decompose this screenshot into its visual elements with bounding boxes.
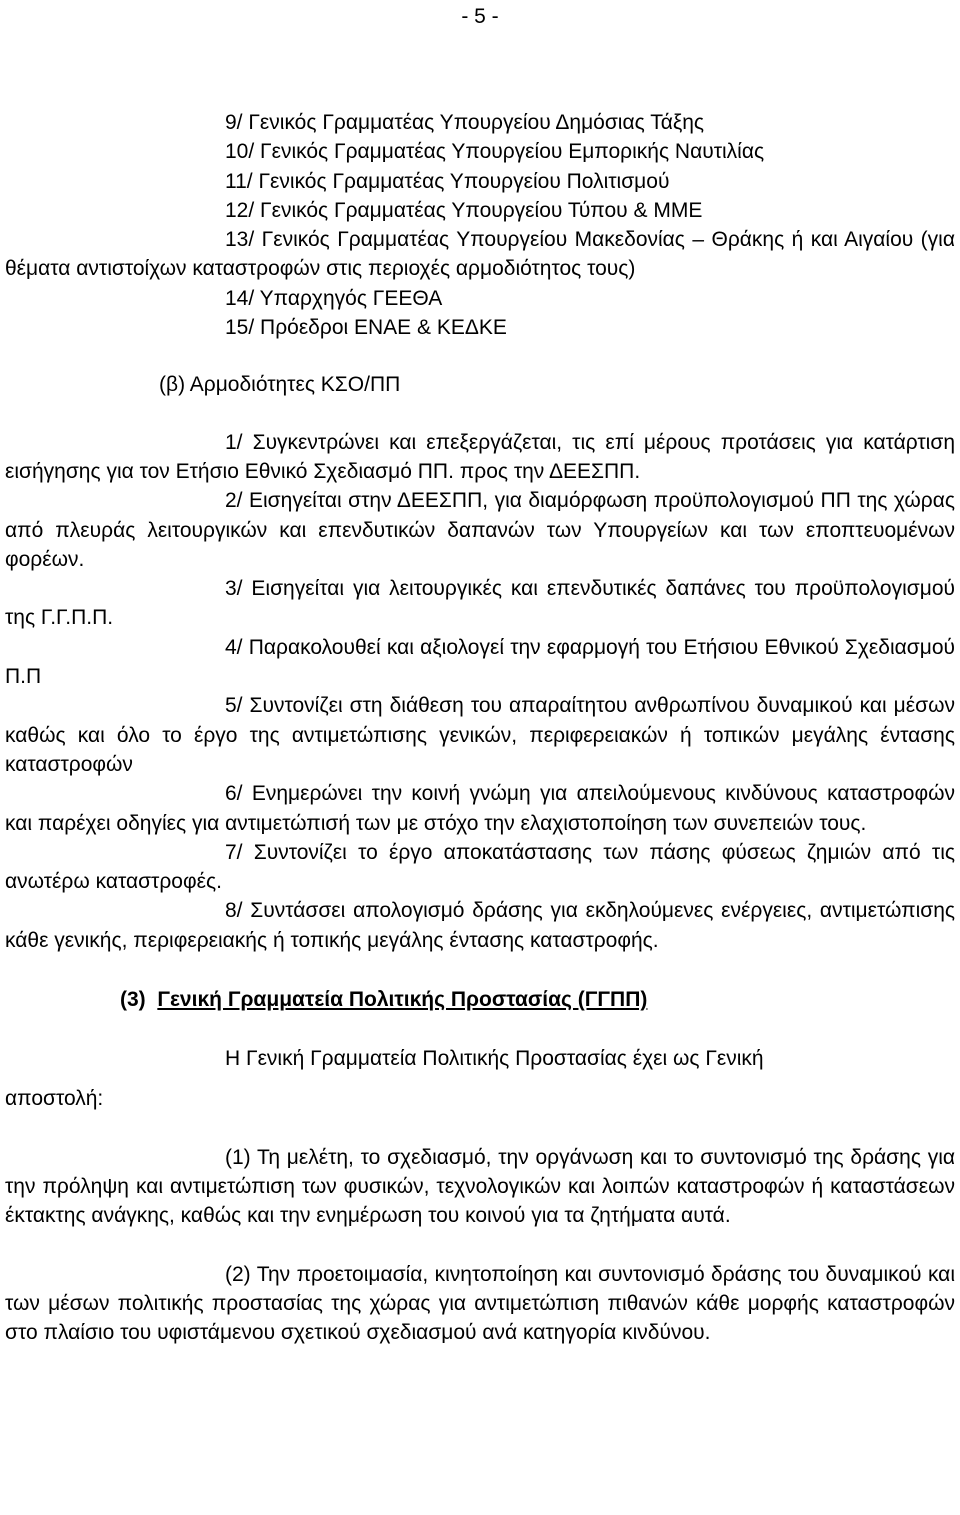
list-item: 12/ Γενικός Γραμματέας Υπουργείου Τύπου & ΜΜΕ — [225, 198, 703, 222]
section-number: (3) — [120, 988, 146, 1012]
list-item: 11/ Γενικός Γραμματέας Υπουργείου Πολιτισμού — [225, 169, 670, 193]
paragraph: 8/ Συντάσσει απολογισμό δράσης για εκδηλούμενες ενέργειες, αντιμετώπισης κάθε γενικής, περιφερειακής ή τοπικής μεγάλης έντασης καταστροφής. — [5, 899, 955, 952]
paragraph: 7/ Συντονίζει το έργο αποκατάστασης των πάσης φύσεως ζημιών από τις ανωτέρω καταστροφές. — [5, 840, 955, 894]
list-item: 10/ Γενικός Γραμματέας Υπουργείου Εμπορικής Ναυτιλίας — [225, 140, 765, 164]
page-number: - 5 - — [461, 5, 499, 28]
paragraph: (2) Την προετοιμασία, κινητοποίηση και συντονισμό δράσης του δυναμικού και των μέσων πολιτικής προστασίας της χώρας για αντιμετώπιση πιθανών κάθε μορφής καταστροφών στο πλαίσιο του υφιστάμενου σχετικού σχεδιασμού ανά κατηγορία κινδύνου. — [5, 1262, 955, 1344]
paragraph: Η Γενική Γραμματεία Πολιτικής Προστασίας έχει ως Γενική — [225, 1047, 764, 1071]
paragraph: 6/ Ενημερώνει την κοινή γνώμη για απειλούμενους κινδύνους καταστροφών και παρέχει οδηγίες για αντιμετώπισή των με στόχο την ελαχιστοποίηση των συνεπειών τους. — [5, 782, 955, 835]
list-item: 15/ Πρόεδροι ΕΝΑΕ & ΚΕΔΚΕ — [225, 316, 507, 340]
list-item: 9/ Γενικός Γραμματέας Υπουργείου Δημόσιας Τάξης — [225, 111, 705, 134]
section-title-text: Γενική Γραμματεία Πολιτικής Προστασίας (ΓΓΠΠ) — [157, 988, 648, 1012]
section-heading: (β) Αρμοδιότητες ΚΣΟ/ΠΠ — [159, 373, 401, 397]
paragraph: (1) Τη μελέτη, το σχεδιασμό, την οργάνωση και το συντονισμό της δράσης για την πρόληψη και αντιμετώπιση των φυσικών, τεχνολογικών και λοιπών καταστροφών ή καταστάσεων έκτακτης ανάγκης, καθώς και την ενημέρωση του κοινού για τα ζητήματα αυτά. — [5, 1145, 955, 1227]
list-item: 14/ Υπαρχηγός ΓΕΕΘΑ — [225, 286, 443, 310]
paragraph: 4/ Παρακολουθεί και αξιολογεί την εφαρμογή του Ετήσιου Εθνικού Σχεδιασμού Π.Π — [5, 635, 955, 689]
paragraph: 5/ Συντονίζει στη διάθεση του απαραίτητου ανθρωπίνου δυναμικού και μέσων καθώς και όλο το έργο της αντιμετώπισης γενικών, περιφερειακών ή τοπικών μεγάλης έντασης καταστροφών — [5, 694, 955, 776]
document-body — [5, 108, 955, 1347]
paragraph: 3/ Εισηγείται για λειτουργικές και επενδυτικές δαπάνες του προϋπολογισμού της Γ.Γ.Π.Π. — [5, 577, 955, 630]
section-title — [5, 985, 955, 1014]
paragraph: 1/ Συγκεντρώνει και επεξεργάζεται, τις επί μέρους προτάσεις για κατάρτιση εισήγησης για τον Ετήσιο Εθνικό Σχεδιασμό ΠΠ. προς την ΔΕΕΣΠΠ. — [5, 430, 955, 483]
paragraph: 2/ Εισηγείται στην ΔΕΕΣΠΠ, για διαμόρφωση προϋπολογισμού ΠΠ της χώρας από πλευράς λειτουργικών και επενδυτικών δαπανών των Υπουργείων και των εποπτευομένων φορέων. — [5, 489, 955, 571]
paragraph: αποστολή: — [5, 1086, 104, 1110]
list-item: 13/ Γενικός Γραμματέας Υπουργείου Μακεδονίας – Θράκης ή και Αιγαίου (για θέματα αντιστοίχων καταστροφών στις περιοχές αρμοδιότητος τους) — [5, 228, 955, 281]
